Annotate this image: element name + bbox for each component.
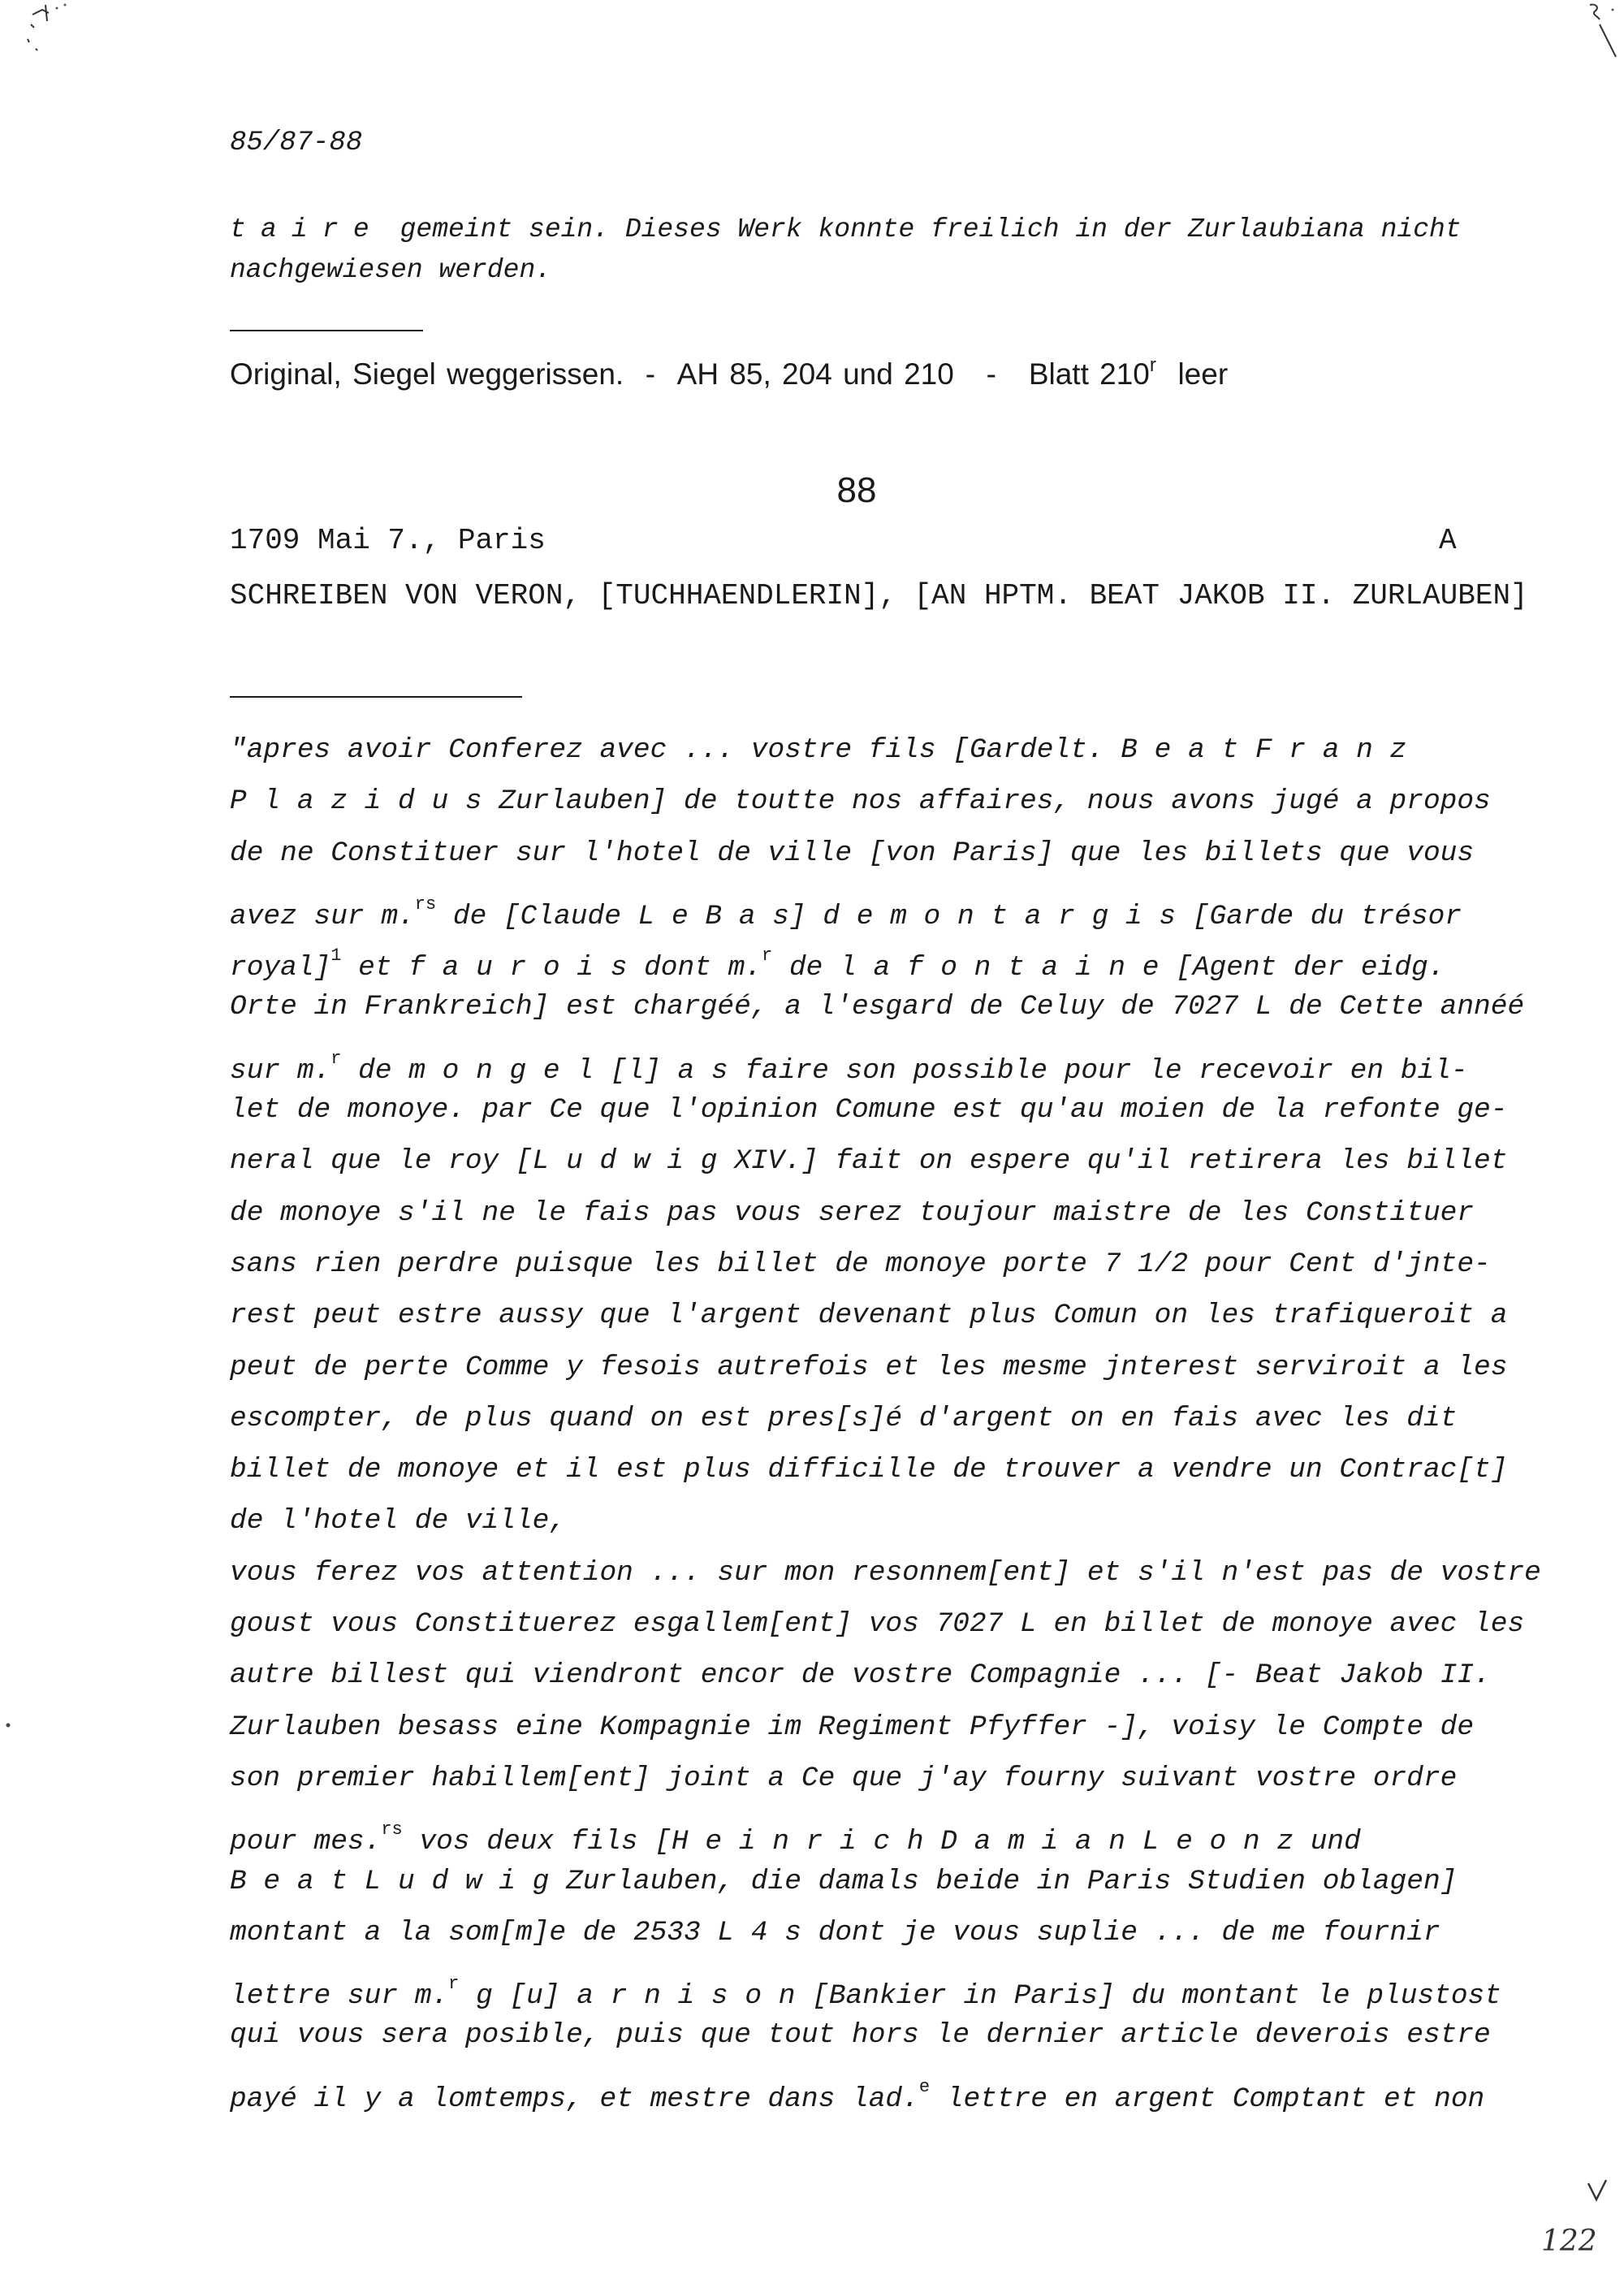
intro-paragraph (230, 210, 1497, 291)
letter-line: neral que le roy [L u d w i g XIV.] fait on espere qu'il retirera les billet (230, 1145, 1508, 1178)
source-dash: - (986, 357, 996, 391)
letter-superscript: r (330, 1048, 342, 1069)
letter-text: avez sur m. (230, 900, 415, 932)
letter-line (230, 2061, 1497, 2113)
separator-rule (230, 696, 522, 698)
intro-line-1: gemeint sein. Dieses Werk konnte freilich in der Zurlaubiana nicht (383, 214, 1462, 244)
letter-line (230, 879, 1497, 930)
letter-line: peut de perte Comme y fesois autrefois et les mesme jnterest serviroit a les (230, 1351, 1508, 1383)
document-header: SCHREIBEN VON VERON, [TUCHHAENDLERIN], [AN HPTM. BEAT JAKOB II. ZURLAUBEN] (230, 579, 1528, 612)
letter-line: rest peut estre aussy que l'argent devenant plus Comun on les trafiqueroit a (230, 1300, 1508, 1332)
letter-line: let de monoye. par Ce que l'opinion Comune est qu'au moien de la refonte ge- (230, 1094, 1508, 1127)
letter-superscript: r (762, 945, 773, 967)
letter-text: vos deux fils [H e i n r i c h D a m i a n L e o n z und (402, 1826, 1361, 1858)
letter-line: billet de monoye et il est plus difficille de trouver a vendre un Contrac[t] (230, 1454, 1508, 1486)
separator-rule (230, 330, 423, 331)
letter-text: sur m. (230, 1054, 331, 1087)
source-leer: leer (1177, 357, 1229, 391)
check-mark-icon (1585, 2177, 1609, 2204)
letter-text: pour mes. (230, 1826, 382, 1858)
archive-code: A (1439, 524, 1457, 557)
source-blatt-sup: r (1149, 354, 1156, 376)
intro-spaced-word: taire (230, 214, 384, 244)
letter-text: et f a u r o i s dont m. (341, 952, 762, 984)
letter-text: de [Claude L e B a s] d e m o n t a r g i s [Garde du trésor (436, 900, 1462, 932)
source-archive: AH 85, 204 und 210 (676, 357, 954, 391)
source-original: Original, Siegel weggerissen. (230, 357, 624, 391)
letter-body (230, 725, 1541, 2115)
letter-text: g [u] a r n i s o n [Bankier in Paris] du montant le plustost (459, 1980, 1501, 2013)
letter-text: de l a f o n t a i n e [Agent der eidg. (772, 952, 1445, 984)
letter-line: de l'hotel de ville, (230, 1505, 567, 1538)
letter-superscript: r (448, 1974, 460, 1995)
date-place: 1709 Mai 7., Paris (230, 524, 546, 557)
letter-line: goust vous Constituerez esgallem[ent] vos 7027 L en billet de monoye avec les (230, 1608, 1525, 1641)
letter-line: escompter, de plus quand on est pres[s]é d'argent on en fais avec les dit (230, 1402, 1458, 1434)
letter-line (230, 1804, 1497, 1858)
letter-text: royal] (230, 952, 331, 984)
source-blatt: Blatt 210 (1028, 357, 1150, 391)
letter-line (230, 1958, 1501, 2013)
letter-superscript: rs (414, 893, 437, 915)
letter-line: montant a la som[m]e de 2533 L 4 s dont je vous suplie ... de me fournir (230, 1916, 1440, 1949)
page-number-handwritten: 122 (1541, 2225, 1597, 2258)
letter-line: Orte in Frankreich] est chargéé, a l'esgard de Celuy de 7027 L de Cette annéé (230, 991, 1525, 1023)
letter-text: payé il y a lomtemps, et mestre dans lad. (230, 2083, 919, 2115)
letter-line: Zurlauben besass eine Kompagnie im Regiment Pfyffer -], voisy le Compte de (230, 1711, 1475, 1743)
letter-line (230, 1033, 1497, 1087)
footnote-marker: 1 (330, 945, 342, 967)
letter-line: P l a z i d u s Zurlauben] de toutte nos affaires, nous avons jugé a propos (230, 785, 1491, 818)
source-line (230, 341, 1497, 399)
letter-line: vous ferez vos attention ... sur mon resonnem[ent] et s'il n'est pas de vostre (230, 1556, 1541, 1589)
letter-line: sans rien perdre puisque les billet de monoye porte 7 1/2 pour Cent d'jnte- (230, 1248, 1491, 1280)
corner-scribble-top-left (24, 0, 81, 57)
letter-text: lettre en argent Comptant et non (930, 2083, 1485, 2115)
margin-dot (5, 1722, 11, 1728)
letter-line: de ne Constituer sur l'hotel de ville [von Paris] que les billets que vous (230, 837, 1475, 869)
document-number: 88 (836, 470, 877, 510)
letter-line: "apres avoir Conferez avec ... vostre fils [Gardelt. B e a t F r a n z (230, 734, 1407, 766)
intro-line-2: nachgewiesen werden. (230, 255, 552, 285)
letter-text: de m o n g e l [l] a s faire son possible pour le recevoir en bil- (341, 1054, 1468, 1087)
source-dash: - (645, 357, 656, 391)
letter-line: autre billest qui viendront encor de vostre Compagnie ... [- Beat Jakob II. (230, 1659, 1491, 1692)
letter-superscript: rs (381, 1819, 403, 1841)
letter-line (230, 930, 1497, 984)
letter-text: lettre sur m. (230, 1980, 449, 2013)
letter-superscript: e (918, 2076, 931, 2097)
reference-number: 85/87-88 (230, 128, 363, 158)
letter-line: son premier habillem[ent] joint a Ce que j'ay fourny suivant vostre ordre (230, 1762, 1458, 1794)
letter-line: qui vous sera posible, puis que tout hors le dernier article deverois estre (230, 2019, 1491, 2052)
letter-line: de monoye s'il ne le fais pas vous serez toujour maistre de les Constituer (230, 1196, 1475, 1229)
letter-line: B e a t L u d w i g Zurlauben, die damals beide in Paris Studien oblagen] (230, 1865, 1458, 1897)
corner-scribble-top-right (1567, 0, 1624, 65)
